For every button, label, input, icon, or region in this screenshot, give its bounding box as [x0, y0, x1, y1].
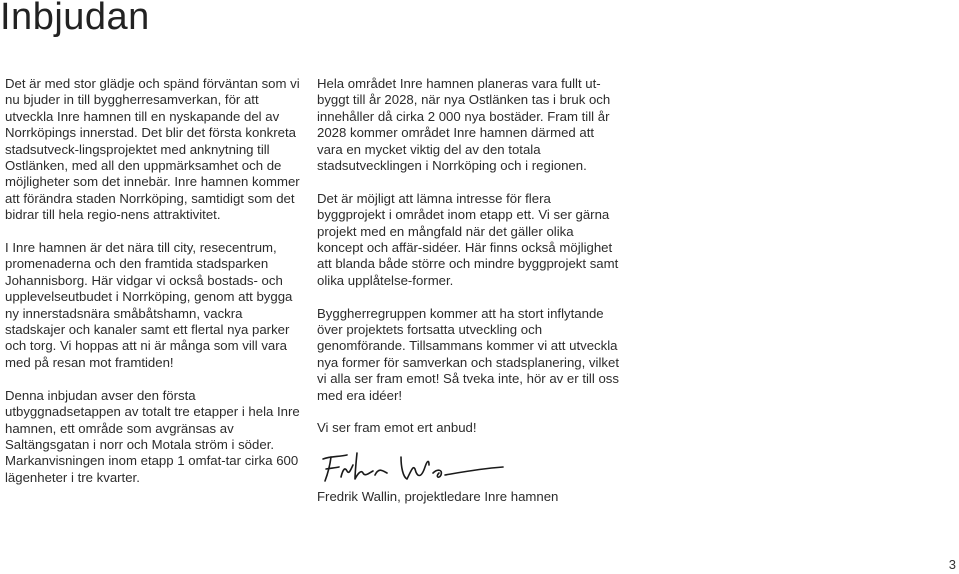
left-column — [5, 76, 302, 503]
paragraph-invitation: Det är med stor glädje och spänd förväntan som vi nu bjuder in till byggherresamverkan, för att utveckla Inre hamnen till en nyskapande del av Norrköpings innerstad. Det blir det första konkreta stadsutveck-lingsprojektet med anknytning till Ostlänken, med all den uppmärksamhet och de möjligheter som det innebär. Inre hamnen kommer att förändra staden Norrköping, samtidigt som det bidrar till hela regio-nens attraktivitet. — [5, 76, 300, 223]
signature-name: Fredrik Wallin, projektledare Inre hamnen — [317, 489, 559, 505]
page-title: Inbjudan — [0, 0, 150, 38]
right-column — [317, 76, 621, 522]
page-number: 3 — [948, 557, 956, 572]
paragraph-stage-one: Denna inbjudan avser den första utbyggnadsetappen av totalt tre etapper i hela Inre hamnen, ett område som avgränsas av Saltängsgatan i norr och Motala ström i söder. Markanvisningen inom etapp 1 omfat-tar cirka 600 lägenheter i tre kvarter. — [5, 387, 300, 485]
paragraph-developer-group: Byggherregruppen kommer att ha stort inflytande över projektets fortsatta utveckling och genomförande. Tillsammans kommer vi att utveckla nya former för samverkan och stadsplanering, vilket vi alla ser fram emot! Så tveka inte, hör av er till oss med era idéer! — [317, 305, 619, 403]
handwritten-signature — [317, 447, 507, 487]
paragraph-location: I Inre hamnen är det nära till city, resecentrum, promenaderna och den framtida stadsparken Johannisborg. Här vidgar vi också bostads- och upplevelseutbudet i Norrköping, genom att bygga ny innerstadsnära småbåtshamn, vackra stadskajer och kanaler samt ett flertal nya parker och torg. Vi hoppas att ni är många som vill vara med på resan mot framtiden! — [5, 240, 293, 370]
paragraph-timeline: Hela området Inre hamnen planeras vara fullt ut-byggt till år 2028, när nya Ostlänken tas i bruk och innehåller då cirka 2 000 nya bostäder. Fram till år 2028 kommer området Inre hamnen därmed att vara en mycket viktig del av den totala stadsutvecklingen i Norrköping och i regionen. — [317, 76, 611, 174]
paragraph-interest: Det är möjligt att lämna intresse för flera byggprojekt i området inom etapp ett. Vi ser gärna projekt med en mångfald när det gäller olika koncept och affär-sidéer. Här finns också möjlighet att blanda både större och mindre byggprojekt samt olika upplåtelse-former. — [317, 190, 619, 288]
paragraph-closing: Vi ser fram emot ert anbud! — [317, 420, 477, 436]
